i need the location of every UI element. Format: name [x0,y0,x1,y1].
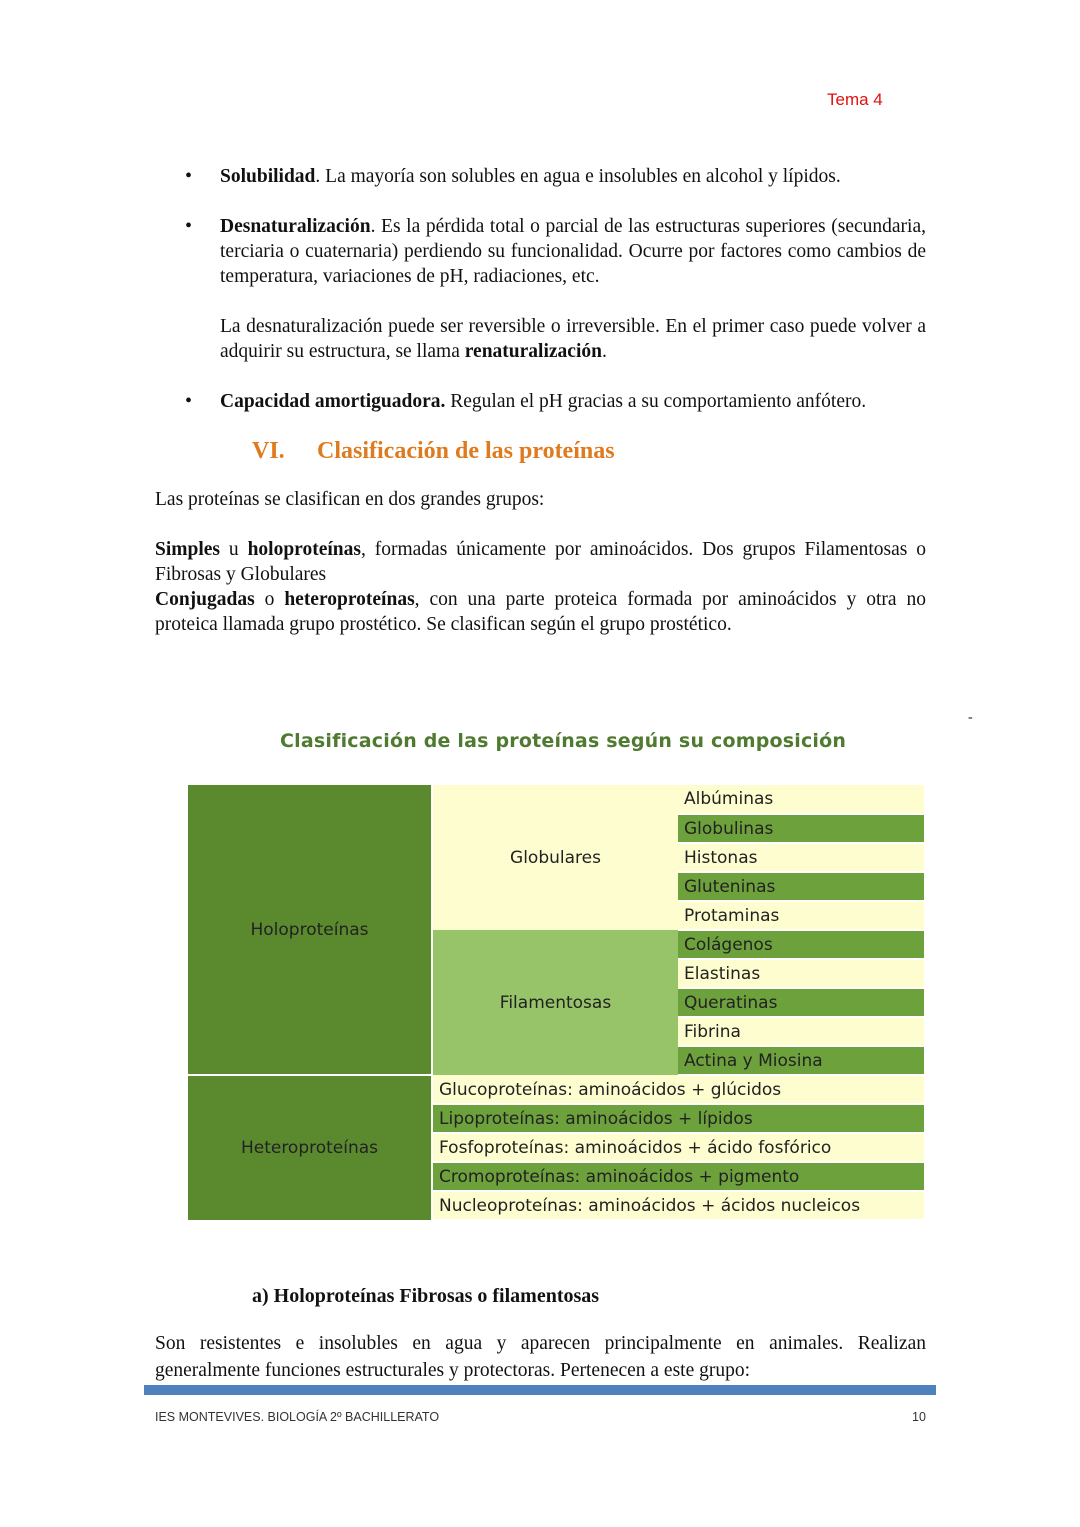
simples-paragraph [155,537,926,587]
item-extra-end: . [601,341,607,362]
intro-paragraph: Las proteínas se clasifican en dos grandes grupos: [155,489,545,510]
table-cell: Albúminas [678,785,924,814]
filamentosas-cell: Filamentosas [432,930,678,1075]
holoproteinas-cell: Holoproteínas [188,785,432,1075]
table-cell: Lipoproteínas: aminoácidos + lípidos [432,1104,924,1133]
subsection-heading: a) Holoproteínas Fibrosas o filamentosas [252,1285,600,1307]
table-cell: Cromoproteínas: aminoácidos + pigmento [432,1162,924,1191]
globulares-cell: Globulares [432,785,678,930]
main-content [155,164,926,637]
conjugadas-text: , con una parte proteica formada por aminoácidos y otra no proteica llamada grupo prostético. Se clasifican según el grupo prostético. [155,589,926,635]
connector: u [220,539,248,560]
page-number: 10 [912,1410,926,1424]
table-cell: Glucoproteínas: aminoácidos + glúcidos [432,1075,924,1104]
list-item [155,164,926,189]
term-heteroproteinas: heteroproteínas [284,589,415,610]
footer-divider [144,1385,936,1395]
section-heading [252,439,926,464]
table-cell: Colágenos [678,930,924,959]
heteroproteinas-cell: Heteroproteínas [188,1075,432,1220]
list-item [155,389,926,414]
table-cell: Queratinas [678,988,924,1017]
table-cell: Histonas [678,843,924,872]
final-paragraph: Son resistentes e insolubles en agua y aparecen principalmente en animales. Realizan generalmente funciones estructurales y protectoras. Pertenecen a este grupo: [155,1333,926,1381]
table-cell: Gluteninas [678,872,924,901]
term-holoproteinas: holoproteínas [247,539,361,560]
conjugadas-paragraph [155,587,926,637]
table-cell: Actina y Miosina [678,1046,924,1075]
term-simples: Simples [155,539,221,560]
property-list [155,164,926,414]
term-conjugadas: Conjugadas [155,589,255,610]
connector: o [254,589,285,610]
chapter-label: Tema 4 [827,90,883,109]
table-cell: Globulinas [678,814,924,843]
classification-table [188,785,924,1221]
section-title: Clasificación de las proteínas [317,438,615,464]
figure-title: Clasificación de las proteínas según su composición [280,730,847,752]
item-text: Regulan el pH gracias a su comportamiento anfótero. [445,391,867,412]
term-solubilidad: Solubilidad [220,166,316,187]
simples-text: , formadas únicamente por aminoácidos. Dos grupos Filamentosas o Fibrosas y Globulares [155,539,927,585]
term-capacidad: Capacidad amortiguadora. [220,391,446,412]
footer-school: IES MONTEVIVES. BIOLOGÍA 2º BACHILLERATO [155,1410,440,1424]
section-number: VI. [252,438,285,464]
stray-dash: - [968,710,973,725]
item-extra-text: La desnaturalización puede ser reversible o irreversible. En el primer caso puede volver a adquirir su estructura, se llama [220,316,926,362]
table-cell: Fosfoproteínas: aminoácidos + ácido fosfórico [432,1133,924,1162]
table-cell: Protaminas [678,901,924,930]
lower-content [155,1283,926,1384]
table-cell: Elastinas [678,959,924,988]
item-text: . Es la pérdida total o parcial de las estructuras superiores (secundaria, terciaria o cuaternaria) perdiendo su funcionalidad. Ocurre por factores como cambios de temperatura, variaciones de pH, radiaciones, etc. [220,216,926,287]
item-text: . La mayoría son solubles en agua e insolubles en alcohol y lípidos. [315,166,841,187]
term-renaturalizacion: renaturalización [464,341,602,362]
table-cell: Fibrina [678,1017,924,1046]
term-desnaturalizacion: Desnaturalización [220,216,371,237]
table-cell: Nucleoproteínas: aminoácidos + ácidos nucleicos [432,1191,924,1220]
list-item [155,214,926,364]
